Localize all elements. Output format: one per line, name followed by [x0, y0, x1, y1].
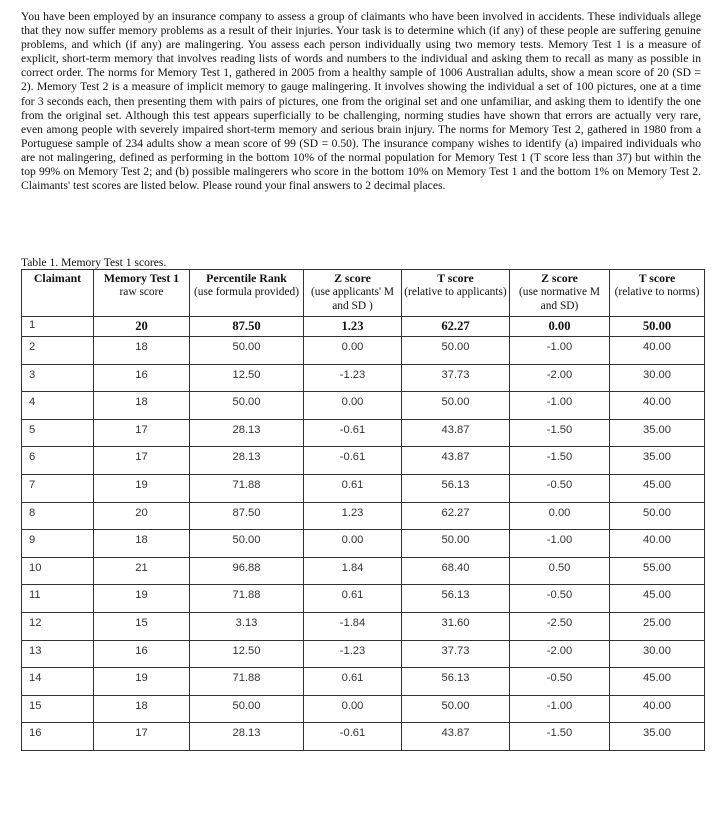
- cell-z-norms: -1.00: [510, 337, 610, 365]
- cell-z-applicants: 0.61: [304, 668, 402, 696]
- cell-claimant: 3: [22, 364, 94, 392]
- cell-z-applicants: 0.61: [304, 585, 402, 613]
- cell-z-applicants: 0.00: [304, 695, 402, 723]
- cell-z-norms: -1.50: [510, 419, 610, 447]
- cell-claimant: 7: [22, 474, 94, 502]
- table-row: [22, 695, 705, 723]
- header-z-norms: Z score (use normative M and SD): [510, 270, 610, 317]
- cell-percentile-rank: 71.88: [190, 474, 304, 502]
- cell-t-norms: 40.00: [610, 337, 705, 365]
- cell-t-norms: 35.00: [610, 447, 705, 475]
- cell-z-norms: -1.50: [510, 723, 610, 751]
- cell-t-applicants: 62.27: [402, 502, 510, 530]
- cell-z-norms: -1.00: [510, 392, 610, 420]
- table-row: [22, 557, 705, 585]
- header-claimant: Claimant: [22, 270, 94, 317]
- cell-t-applicants: 31.60: [402, 612, 510, 640]
- table-row: [22, 419, 705, 447]
- cell-t-applicants: 43.87: [402, 447, 510, 475]
- cell-t-norms: 30.00: [610, 640, 705, 668]
- table-header-row: [22, 270, 705, 317]
- cell-z-applicants: 0.00: [304, 530, 402, 558]
- cell-percentile-rank: 28.13: [190, 419, 304, 447]
- cell-t-applicants: 50.00: [402, 695, 510, 723]
- cell-z-norms: 0.00: [510, 317, 610, 337]
- cell-percentile-rank: 87.50: [190, 317, 304, 337]
- cell-t-applicants: 68.40: [402, 557, 510, 585]
- cell-percentile-rank: 50.00: [190, 530, 304, 558]
- cell-percentile-rank: 12.50: [190, 640, 304, 668]
- cell-raw-score: 19: [94, 585, 190, 613]
- cell-z-norms: -0.50: [510, 668, 610, 696]
- cell-t-norms: 40.00: [610, 392, 705, 420]
- table-row: [22, 317, 705, 337]
- cell-t-applicants: 43.87: [402, 723, 510, 751]
- cell-raw-score: 19: [94, 474, 190, 502]
- cell-t-norms: 45.00: [610, 585, 705, 613]
- cell-t-applicants: 56.13: [402, 474, 510, 502]
- cell-z-norms: -1.00: [510, 530, 610, 558]
- cell-percentile-rank: 96.88: [190, 557, 304, 585]
- cell-z-applicants: 0.00: [304, 337, 402, 365]
- cell-claimant: 5: [22, 419, 94, 447]
- header-t-applicants: T score (relative to applicants): [402, 270, 510, 317]
- cell-percentile-rank: 50.00: [190, 392, 304, 420]
- cell-z-applicants: -0.61: [304, 447, 402, 475]
- cell-claimant: 9: [22, 530, 94, 558]
- cell-z-norms: -2.00: [510, 364, 610, 392]
- cell-raw-score: 17: [94, 447, 190, 475]
- cell-t-applicants: 50.00: [402, 530, 510, 558]
- cell-t-norms: 40.00: [610, 530, 705, 558]
- cell-t-applicants: 56.13: [402, 668, 510, 696]
- cell-t-applicants: 56.13: [402, 585, 510, 613]
- table-row: [22, 474, 705, 502]
- cell-z-norms: -0.50: [510, 585, 610, 613]
- cell-t-applicants: 50.00: [402, 392, 510, 420]
- cell-claimant: 15: [22, 695, 94, 723]
- table-row: [22, 530, 705, 558]
- cell-raw-score: 15: [94, 612, 190, 640]
- cell-z-norms: -1.00: [510, 695, 610, 723]
- cell-t-norms: 40.00: [610, 695, 705, 723]
- cell-z-applicants: 1.84: [304, 557, 402, 585]
- table-row: [22, 337, 705, 365]
- cell-raw-score: 17: [94, 419, 190, 447]
- cell-claimant: 2: [22, 337, 94, 365]
- table-row: [22, 585, 705, 613]
- cell-raw-score: 17: [94, 723, 190, 751]
- cell-z-norms: 0.00: [510, 502, 610, 530]
- cell-claimant: 12: [22, 612, 94, 640]
- cell-claimant: 8: [22, 502, 94, 530]
- cell-t-norms: 55.00: [610, 557, 705, 585]
- header-percentile-rank: Percentile Rank (use formula provided): [190, 270, 304, 317]
- cell-z-applicants: 1.23: [304, 317, 402, 337]
- cell-raw-score: 19: [94, 668, 190, 696]
- cell-z-norms: 0.50: [510, 557, 610, 585]
- cell-raw-score: 16: [94, 640, 190, 668]
- cell-claimant: 4: [22, 392, 94, 420]
- cell-claimant: 13: [22, 640, 94, 668]
- cell-claimant: 16: [22, 723, 94, 751]
- cell-percentile-rank: 3.13: [190, 612, 304, 640]
- table-row: [22, 364, 705, 392]
- cell-percentile-rank: 87.50: [190, 502, 304, 530]
- table-row: [22, 392, 705, 420]
- cell-percentile-rank: 12.50: [190, 364, 304, 392]
- header-raw-score: Memory Test 1 raw score: [94, 270, 190, 317]
- cell-percentile-rank: 28.13: [190, 723, 304, 751]
- table-row: [22, 668, 705, 696]
- cell-z-applicants: 0.00: [304, 392, 402, 420]
- header-t-norms: T score (relative to norms): [610, 270, 705, 317]
- cell-t-norms: 45.00: [610, 668, 705, 696]
- cell-percentile-rank: 71.88: [190, 585, 304, 613]
- table-row: [22, 612, 705, 640]
- cell-t-applicants: 37.73: [402, 364, 510, 392]
- cell-percentile-rank: 50.00: [190, 695, 304, 723]
- cell-z-applicants: -1.23: [304, 364, 402, 392]
- cell-t-norms: 50.00: [610, 502, 705, 530]
- cell-z-applicants: -1.84: [304, 612, 402, 640]
- cell-t-norms: 30.00: [610, 364, 705, 392]
- cell-raw-score: 21: [94, 557, 190, 585]
- cell-percentile-rank: 71.88: [190, 668, 304, 696]
- cell-t-norms: 35.00: [610, 419, 705, 447]
- scores-table: [21, 269, 705, 751]
- cell-z-applicants: -0.61: [304, 723, 402, 751]
- cell-raw-score: 16: [94, 364, 190, 392]
- cell-t-norms: 35.00: [610, 723, 705, 751]
- cell-claimant: 14: [22, 668, 94, 696]
- table-row: [22, 502, 705, 530]
- cell-t-applicants: 50.00: [402, 337, 510, 365]
- cell-percentile-rank: 50.00: [190, 337, 304, 365]
- cell-claimant: 6: [22, 447, 94, 475]
- cell-t-applicants: 43.87: [402, 419, 510, 447]
- cell-raw-score: 18: [94, 392, 190, 420]
- cell-claimant: 1: [22, 317, 94, 337]
- intro-paragraph: You have been employed by an insurance company to assess a group of claimants who have been involved in accidents. These individuals allege that they now suffer memory problems as a result of their injuries. Your task is to determine which (if any) of these people are suffering genuine problems, and which (if any) are malingering. You assess each person individually using two memory tests. Memory Test 1 is a measure of explicit, short-term memory that involves reading lists of words and numbers to the individual and asking them to recall as many as possible in correct order. The norms for Memory Test 1, gathered in 2005 from a healthy sample of 1006 Australian adults, show a mean score of 20 (SD = 2). Memory Test 2 is a measure of implicit memory to gauge malingering. It involves showing the individual a set of 100 pictures, one at a time for 3 seconds each, then presenting them with pairs of pictures, one from the original set and one unfamiliar, and asking them to identify the one from the original set. Although this test appears superficially to be challenging, norming studies have shown that errors are actually very rare, even among people with severely impaired short-term memory and serious brain injury. The norms for Memory Test 2, gathered in 1980 from a Portuguese sample of 234 adults show a mean score of 99 (SD = 0.50). The insurance company wishes to identify (a) impaired individuals who are not malingering, defined as performing in the bottom 10% of the normal population for Memory Test 1 (T score less than 37) but within the top 99% on Memory Test 2; and (b) possible malingerers who score in the bottom 10% on Memory Test 1 and the bottom 1% on Memory Test 2. Claimants' test scores are listed below. Please round your final answers to 2 decimal places.: [21, 10, 701, 193]
- cell-z-applicants: -0.61: [304, 419, 402, 447]
- cell-raw-score: 18: [94, 695, 190, 723]
- cell-t-applicants: 37.73: [402, 640, 510, 668]
- cell-raw-score: 20: [94, 317, 190, 337]
- table-row: [22, 640, 705, 668]
- cell-t-norms: 50.00: [610, 317, 705, 337]
- cell-z-norms: -2.00: [510, 640, 610, 668]
- cell-raw-score: 18: [94, 530, 190, 558]
- cell-z-applicants: 0.61: [304, 474, 402, 502]
- header-z-applicants: Z score (use applicants' M and SD ): [304, 270, 402, 317]
- cell-t-norms: 25.00: [610, 612, 705, 640]
- table-caption: Table 1. Memory Test 1 scores.: [21, 256, 167, 269]
- cell-percentile-rank: 28.13: [190, 447, 304, 475]
- table-row: [22, 447, 705, 475]
- cell-claimant: 10: [22, 557, 94, 585]
- cell-z-norms: -0.50: [510, 474, 610, 502]
- cell-z-norms: -2.50: [510, 612, 610, 640]
- cell-t-norms: 45.00: [610, 474, 705, 502]
- cell-z-norms: -1.50: [510, 447, 610, 475]
- cell-raw-score: 18: [94, 337, 190, 365]
- cell-raw-score: 20: [94, 502, 190, 530]
- cell-z-applicants: -1.23: [304, 640, 402, 668]
- cell-t-applicants: 62.27: [402, 317, 510, 337]
- cell-z-applicants: 1.23: [304, 502, 402, 530]
- table-row: [22, 723, 705, 751]
- cell-claimant: 11: [22, 585, 94, 613]
